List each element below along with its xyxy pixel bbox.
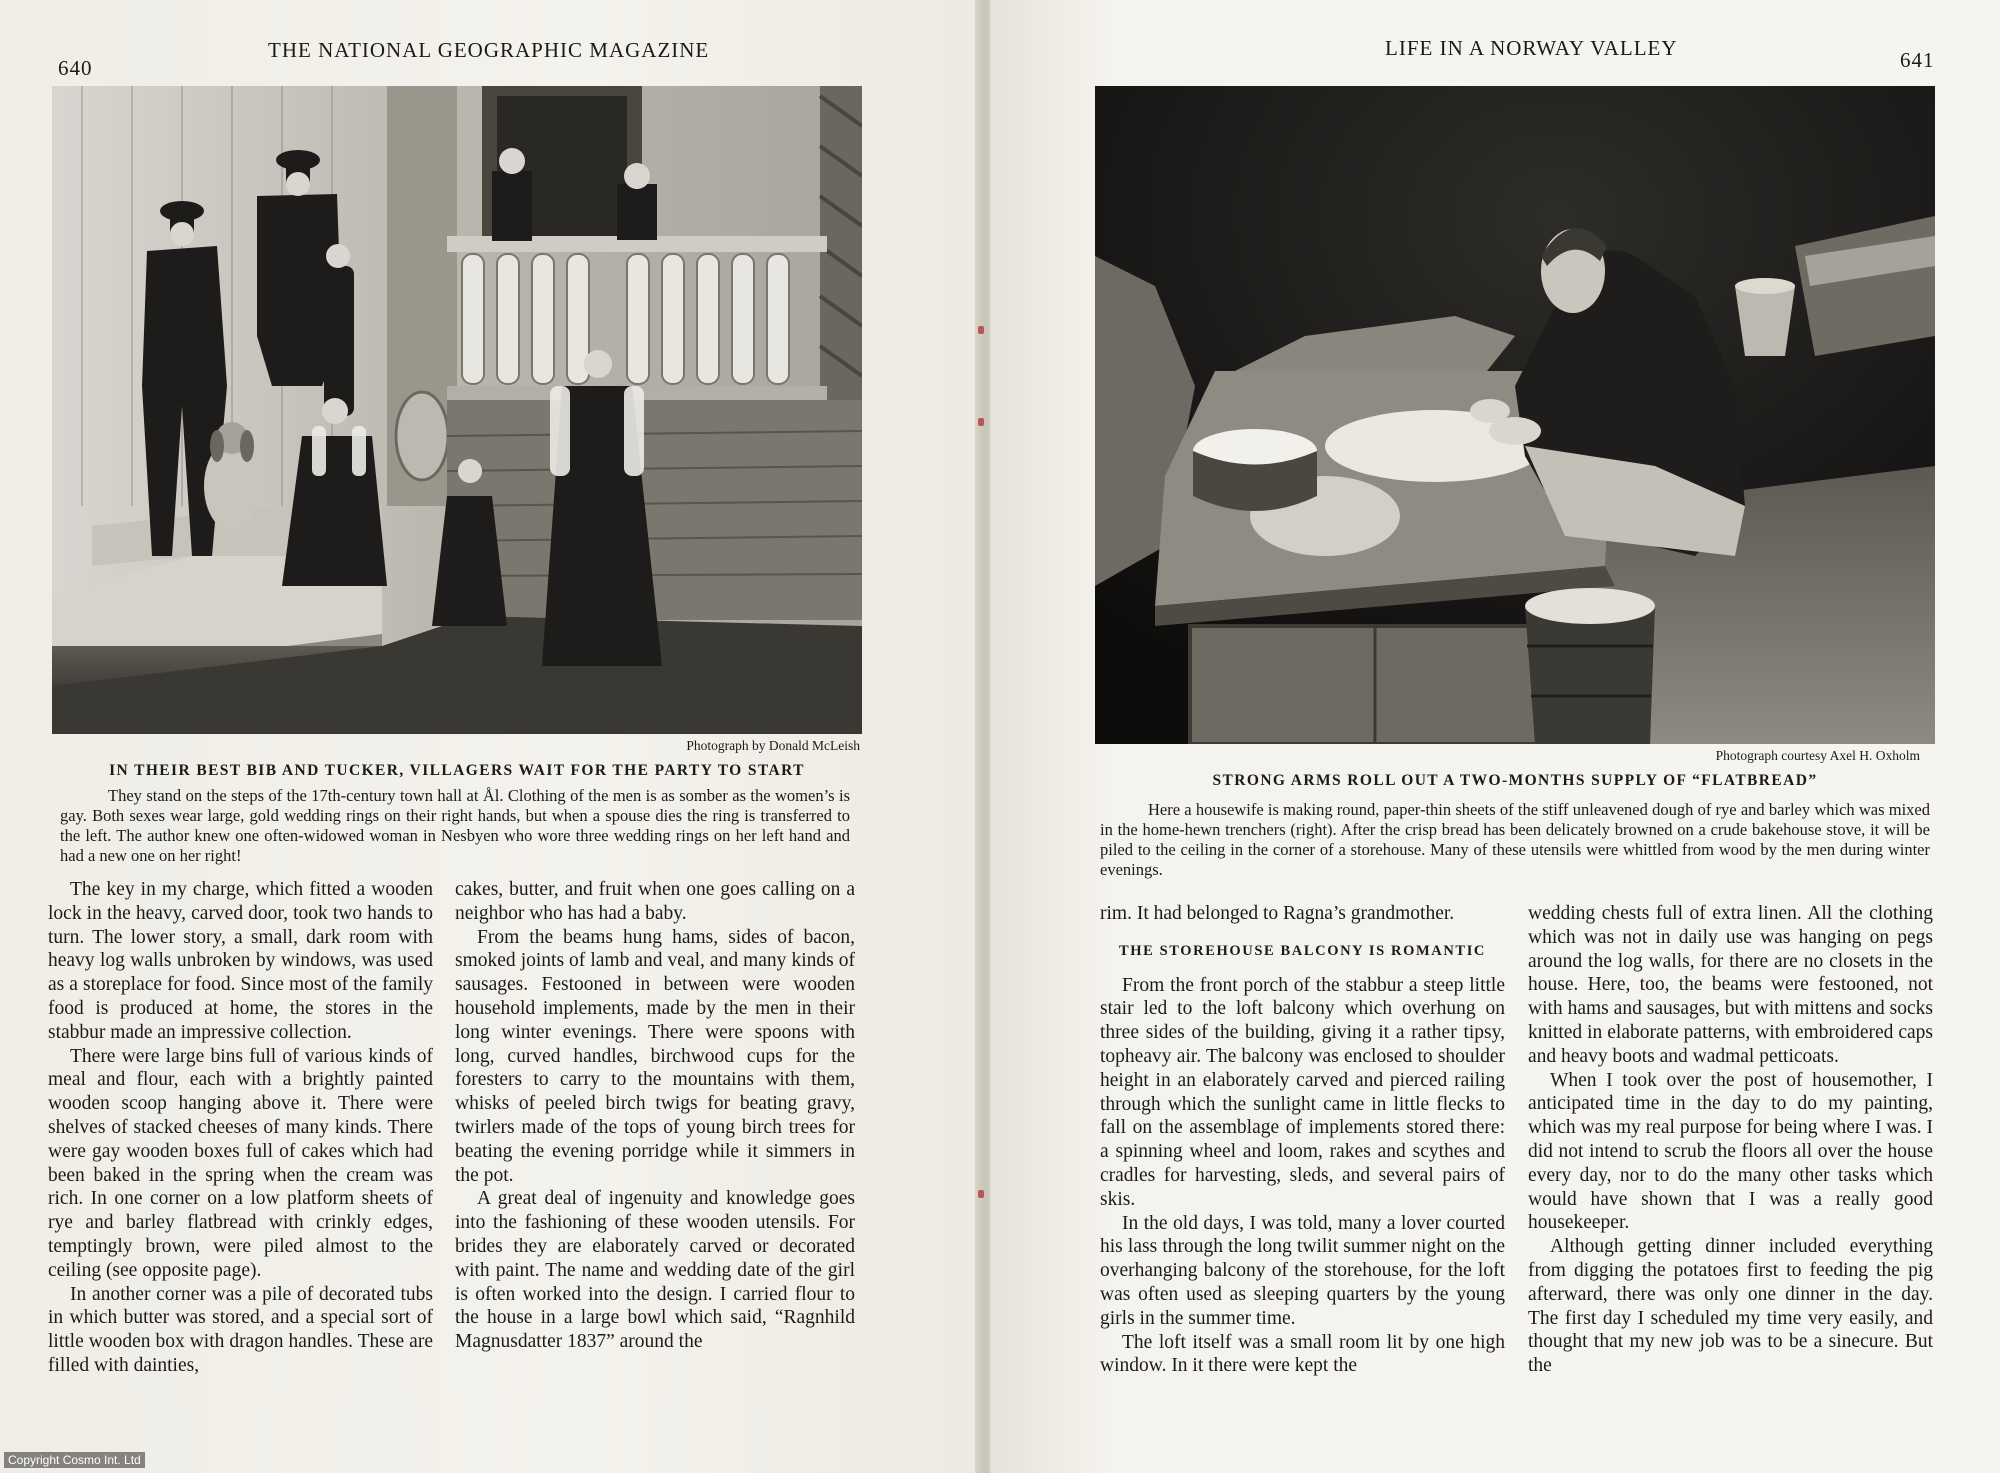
page-number-left: 640 bbox=[58, 56, 93, 80]
paragraph: wedding chests full of extra linen. All the clothing which was not in daily use was hanging on pegs around the log walls, for there are no closets in the house. Here, too, the beams were festooned, not with hams and sausages, but with mittens and socks knitted in elaborate patterns, with embroidered caps and heavy boots and wadmal petticoats. bbox=[1528, 903, 1933, 1067]
paragraph: In another corner was a pile of decorated tubs in which butter was stored, and a special sort of little wooden box with dragon handles. These are filled with dainties, bbox=[48, 1283, 433, 1376]
paragraph: When I took over the post of housemother, I anticipated time in the day to do my painting, which was my real purpose for being where I was. I did not intend to scrub the floors all over the house every day, nor to do the many other tasks which would have shown that I was a really good housekeeper. bbox=[1528, 1069, 1933, 1234]
section-subhead: THE STOREHOUSE BALCONY IS ROMANTIC bbox=[1118, 942, 1487, 959]
binding-mark bbox=[978, 1190, 984, 1198]
running-head-left: THE NATIONAL GEOGRAPHIC MAGAZINE bbox=[268, 38, 710, 62]
paragraph: From the beams hung hams, sides of bacon, smoked joints of lamb and veal, and many kinds of sausages. Festooned in between were wooden household implements, made by the men in their long winter evenings. There were spoons with long, curved handles, birchwood cups for the foresters to carry to the mountains with them, whisks of peeled birch twigs for beating gravy, twirlers made of the tops of young birch trees for beating the evening porridge while it simmers in the pot. bbox=[455, 926, 855, 1186]
paragraph: rim. It had belonged to Ragna’s grandmother. bbox=[1100, 903, 1455, 924]
photo-credit-right: Photograph courtesy Axel H. Oxholm bbox=[1715, 748, 1920, 763]
caption-body-right: Here a housewife is making round, paper-thin sheets of the stiff unleavened dough of rye and barley which was mixed in the home-hewn trenchers (right). After the crisp bread has been delicately browned on a crude bakehouse stove, it will be piled to the ceiling in the corner of a storehouse. Many of these utensils were whittled from wood by the men during winter evenings. bbox=[1100, 800, 1930, 879]
caption-title-left: IN THEIR BEST BIB AND TUCKER, VILLAGERS WAIT FOR THE PARTY TO START bbox=[109, 762, 805, 779]
paragraph: In the old days, I was told, many a lover courted his lass through the long twilit summer night on the overhanging balcony of the storehouse, for the loft was often used as sleeping quarters by the young girls in the summer time. bbox=[1100, 1212, 1505, 1329]
copyright-watermark: Copyright Cosmo Int. Ltd bbox=[4, 1452, 145, 1468]
villagers-illustration bbox=[52, 86, 862, 734]
paragraph: cakes, butter, and fruit when one goes calling on a neighbor who has had a baby. bbox=[455, 879, 855, 924]
right-page bbox=[990, 0, 2000, 1473]
text-column-left-2 bbox=[455, 878, 855, 1354]
paragraph: There were large bins full of various kinds of meal and flour, each with a brightly painted wooden scoop hanging above it. There were shelves of stacked cheeses of many kinds. There were gay wooden boxes full of cakes which had been baked in the spring when the cream was rich. In one corner on a low platform sheets of rye and barley flatbread with crinkly edges, temptingly brown, were piled almost to the ceiling (see opposite page). bbox=[48, 1045, 433, 1281]
text-column-left-1 bbox=[48, 878, 433, 1378]
paragraph: A great deal of ingenuity and knowledge goes into the fashioning of these wooden utensils. For brides they are elaborately carved or decorated with paint. The name and wedding date of the girl is often worked into the design. I carried flour to the house in a large bowl which said, “Ragnhild Magnusdatter 1837” around the bbox=[455, 1188, 855, 1353]
paragraph: The loft itself was a small room lit by one high window. In it there were kept the bbox=[1100, 1331, 1505, 1377]
binding-mark bbox=[978, 418, 984, 426]
paragraph: Although getting dinner included everything from digging the potatoes first to feeding the pig afterward, there was only one dinner in the day. The first day I scheduled my time very easily, and thought that my new job was to be a sinecure. But the bbox=[1528, 1236, 1933, 1377]
flatbread-illustration bbox=[1095, 86, 1935, 744]
flatbread-photo bbox=[1095, 86, 1935, 744]
paragraph: From the front porch of the stabbur a steep little stair led to the loft balcony which overhung on three sides of the building, giving it a rather tipsy, topheavy air. The balcony was enclosed to shoulder height in an elaborately carved and pierced railing through which the sunlight came in little flecks to fall on the assemblage of implements stored there: a spinning wheel and loom, rakes and scythes and cradles for harvesting, sleds, and several pairs of skis. bbox=[1100, 974, 1505, 1210]
paragraph: The key in my charge, which fitted a wooden lock in the heavy, carved door, took two hands to turn. The lower story, a small, dark room with heavy log walls unbroken by windows, was used as a storeplace for food. Since most of the family food is produced at home, the stores in the stabbur made an impressive collection. bbox=[48, 879, 433, 1043]
binding-mark bbox=[978, 326, 984, 334]
text-column-right-1 bbox=[1100, 902, 1505, 1378]
photo-credit-left: Photograph by Donald McLeish bbox=[686, 738, 860, 753]
running-head-right: LIFE IN A NORWAY VALLEY bbox=[1385, 36, 1678, 60]
caption-title-right: STRONG ARMS ROLL OUT A TWO-MONTHS SUPPLY OF “FLATBREAD” bbox=[1212, 772, 1818, 789]
text-column-right-2 bbox=[1528, 902, 1933, 1378]
left-page bbox=[0, 0, 980, 1473]
villagers-photo bbox=[52, 86, 862, 734]
page-number-right: 641 bbox=[1900, 48, 1935, 72]
caption-body-left: They stand on the steps of the 17th-century town hall at Ål. Clothing of the men is as somber as the women’s is gay. Both sexes wear large, gold wedding rings on their right hands, but when a spouse dies the ring is transferred to the left. The author knew one often-widowed woman in Nesbyen who wore three wedding rings on her left hand and had a new one on her right! bbox=[60, 786, 850, 865]
